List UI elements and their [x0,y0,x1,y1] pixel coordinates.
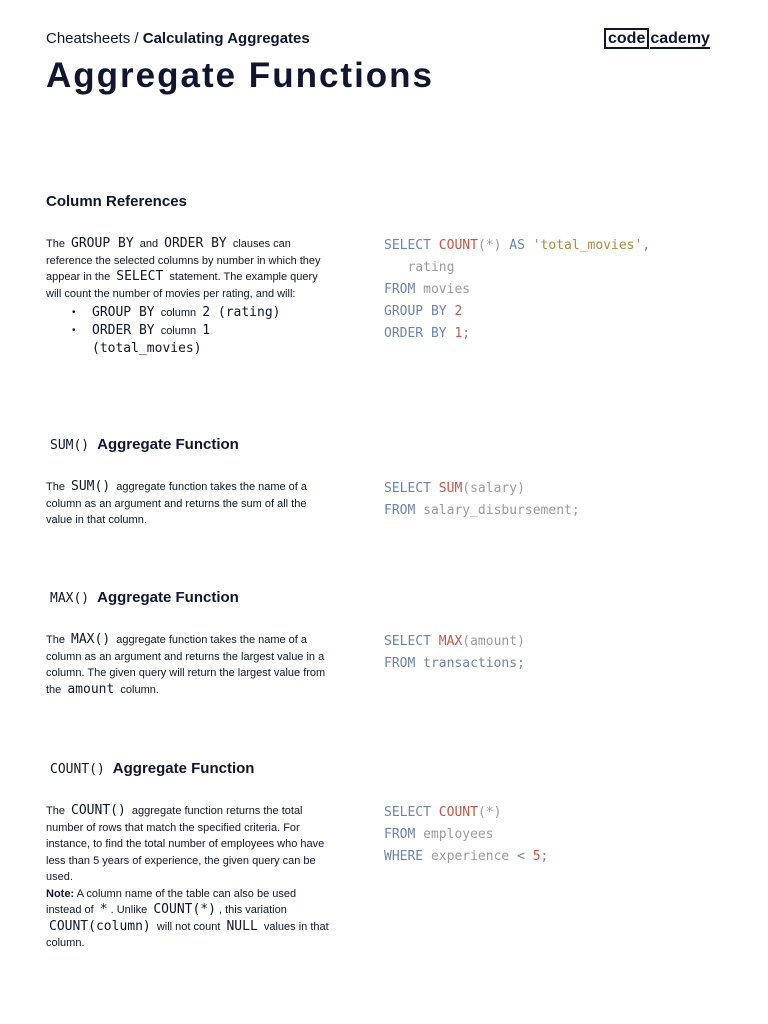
inline-code: MAX() [71,632,111,647]
code-token: SELECT [384,805,439,820]
code-token: 2 [454,304,463,319]
sum-description [46,479,331,529]
code-token: ORDER BY [384,326,455,341]
inline-code: SELECT [116,269,164,284]
code-token: rating [384,260,455,275]
code-token: movies [423,282,471,297]
text: . Unlike [110,904,148,916]
breadcrumb-current: Calculating Aggregates [142,30,310,47]
code-token: MAX [438,634,463,649]
breadcrumb-link-cheatsheets[interactable]: Cheatsheets [46,30,131,47]
text: statement. The example query will count the number of movies per rating, and will: [46,271,318,300]
page-title: Aggregate Functions [46,56,435,95]
heading-function-name: COUNT() [50,762,105,777]
list-item [46,322,331,358]
note-label: Note: [46,887,75,900]
code-token: transactions; [423,656,525,671]
text: The [46,634,65,646]
inline-code: COUNT() [71,803,126,818]
breadcrumb [46,29,310,49]
code-block-max [384,631,525,675]
code-token: SELECT [384,238,439,253]
text: column [160,307,197,319]
code-token: SUM [438,481,463,496]
inline-code: ORDER BY [92,323,155,338]
code-token: AS [509,238,533,253]
text: and [139,238,159,250]
code-token: , [642,238,651,253]
code-token: FROM [384,503,424,518]
heading-text: Aggregate Function [112,760,255,777]
text: aggregate function takes the name of a column as an argument and returns the sum of all the value in that column. [46,481,308,526]
heading-text: Aggregate Function [97,589,239,606]
text: A column name of the table can also be used instead of [46,887,297,916]
code-token: salary_disbursement; [423,503,580,518]
inline-code: * [99,902,108,917]
code-token: (*) [477,238,510,253]
code-token: (amount) [462,634,525,649]
inline-code: COUNT(*) [153,902,216,917]
column-references-list [46,304,331,358]
code-token: employees [423,827,494,842]
code-token: SELECT [384,481,439,496]
text: The [46,238,65,250]
heading-function-name: MAX() [50,591,90,606]
section-heading-max [46,588,239,609]
inline-code: 1 [202,323,211,338]
text: values in that column. [46,920,329,949]
column-references-description [46,236,331,358]
logo-rest-text: cademy [650,30,710,47]
code-block-sum [384,478,580,522]
text: , this variation [218,904,287,916]
text: The [46,805,65,817]
code-block-count [384,802,548,868]
code-token: 'total_movies' [532,238,643,253]
breadcrumb-separator: / [130,30,143,47]
code-token: FROM [384,282,424,297]
code-token: 5 [532,849,541,864]
code-token: FROM [384,656,424,671]
heading-text: Aggregate Function [97,436,239,453]
text: The [46,481,65,493]
inline-code: (total_movies) [92,341,202,356]
codecademy-logo[interactable] [604,29,710,49]
list-item [46,304,331,322]
count-description [46,803,331,952]
text: aggregate function returns the total number of rows that match the specified criteria. For instance, to find the total number of employees who have less than 5 years of experience, the given query can be used. [46,805,325,883]
code-token: 1 [454,326,463,341]
code-token: (*) [477,805,502,820]
inline-code: ORDER BY [164,236,227,251]
code-token: FROM [384,827,424,842]
logo-boxed-text: code [604,28,649,49]
text: will not count [156,920,221,933]
inline-code: GROUP BY [92,305,155,320]
code-block-column-references [384,235,650,345]
inline-code: SUM() [71,479,111,494]
code-token: SELECT [384,634,439,649]
code-token: (salary) [462,481,525,496]
code-token: < [517,849,533,864]
code-token: experience [430,849,518,864]
code-token: COUNT [438,805,478,820]
section-heading-count [46,759,254,780]
inline-code: COUNT(column) [49,918,151,934]
text: clauses can reference the selected columns by number in which they appear in the [46,238,321,283]
text: aggregate function takes the name of a column as an argument and returns the largest value in a column. The given query will return the largest value from the [46,634,326,696]
heading-function-name: SUM() [50,438,90,453]
inline-code: 2 (rating) [202,305,281,320]
section-heading-sum [46,435,239,456]
code-token: ; [462,326,471,341]
inline-code: GROUP BY [71,236,134,251]
text: column [160,325,197,337]
code-token: WHERE [384,849,431,864]
inline-code: amount [67,681,115,697]
code-token: GROUP BY [384,304,455,319]
code-token: ; [540,849,549,864]
inline-code: NULL [226,918,258,934]
text: column. [120,683,159,696]
max-description [46,632,331,698]
section-heading-column-references: Column References [46,193,187,210]
code-token: COUNT [438,238,478,253]
